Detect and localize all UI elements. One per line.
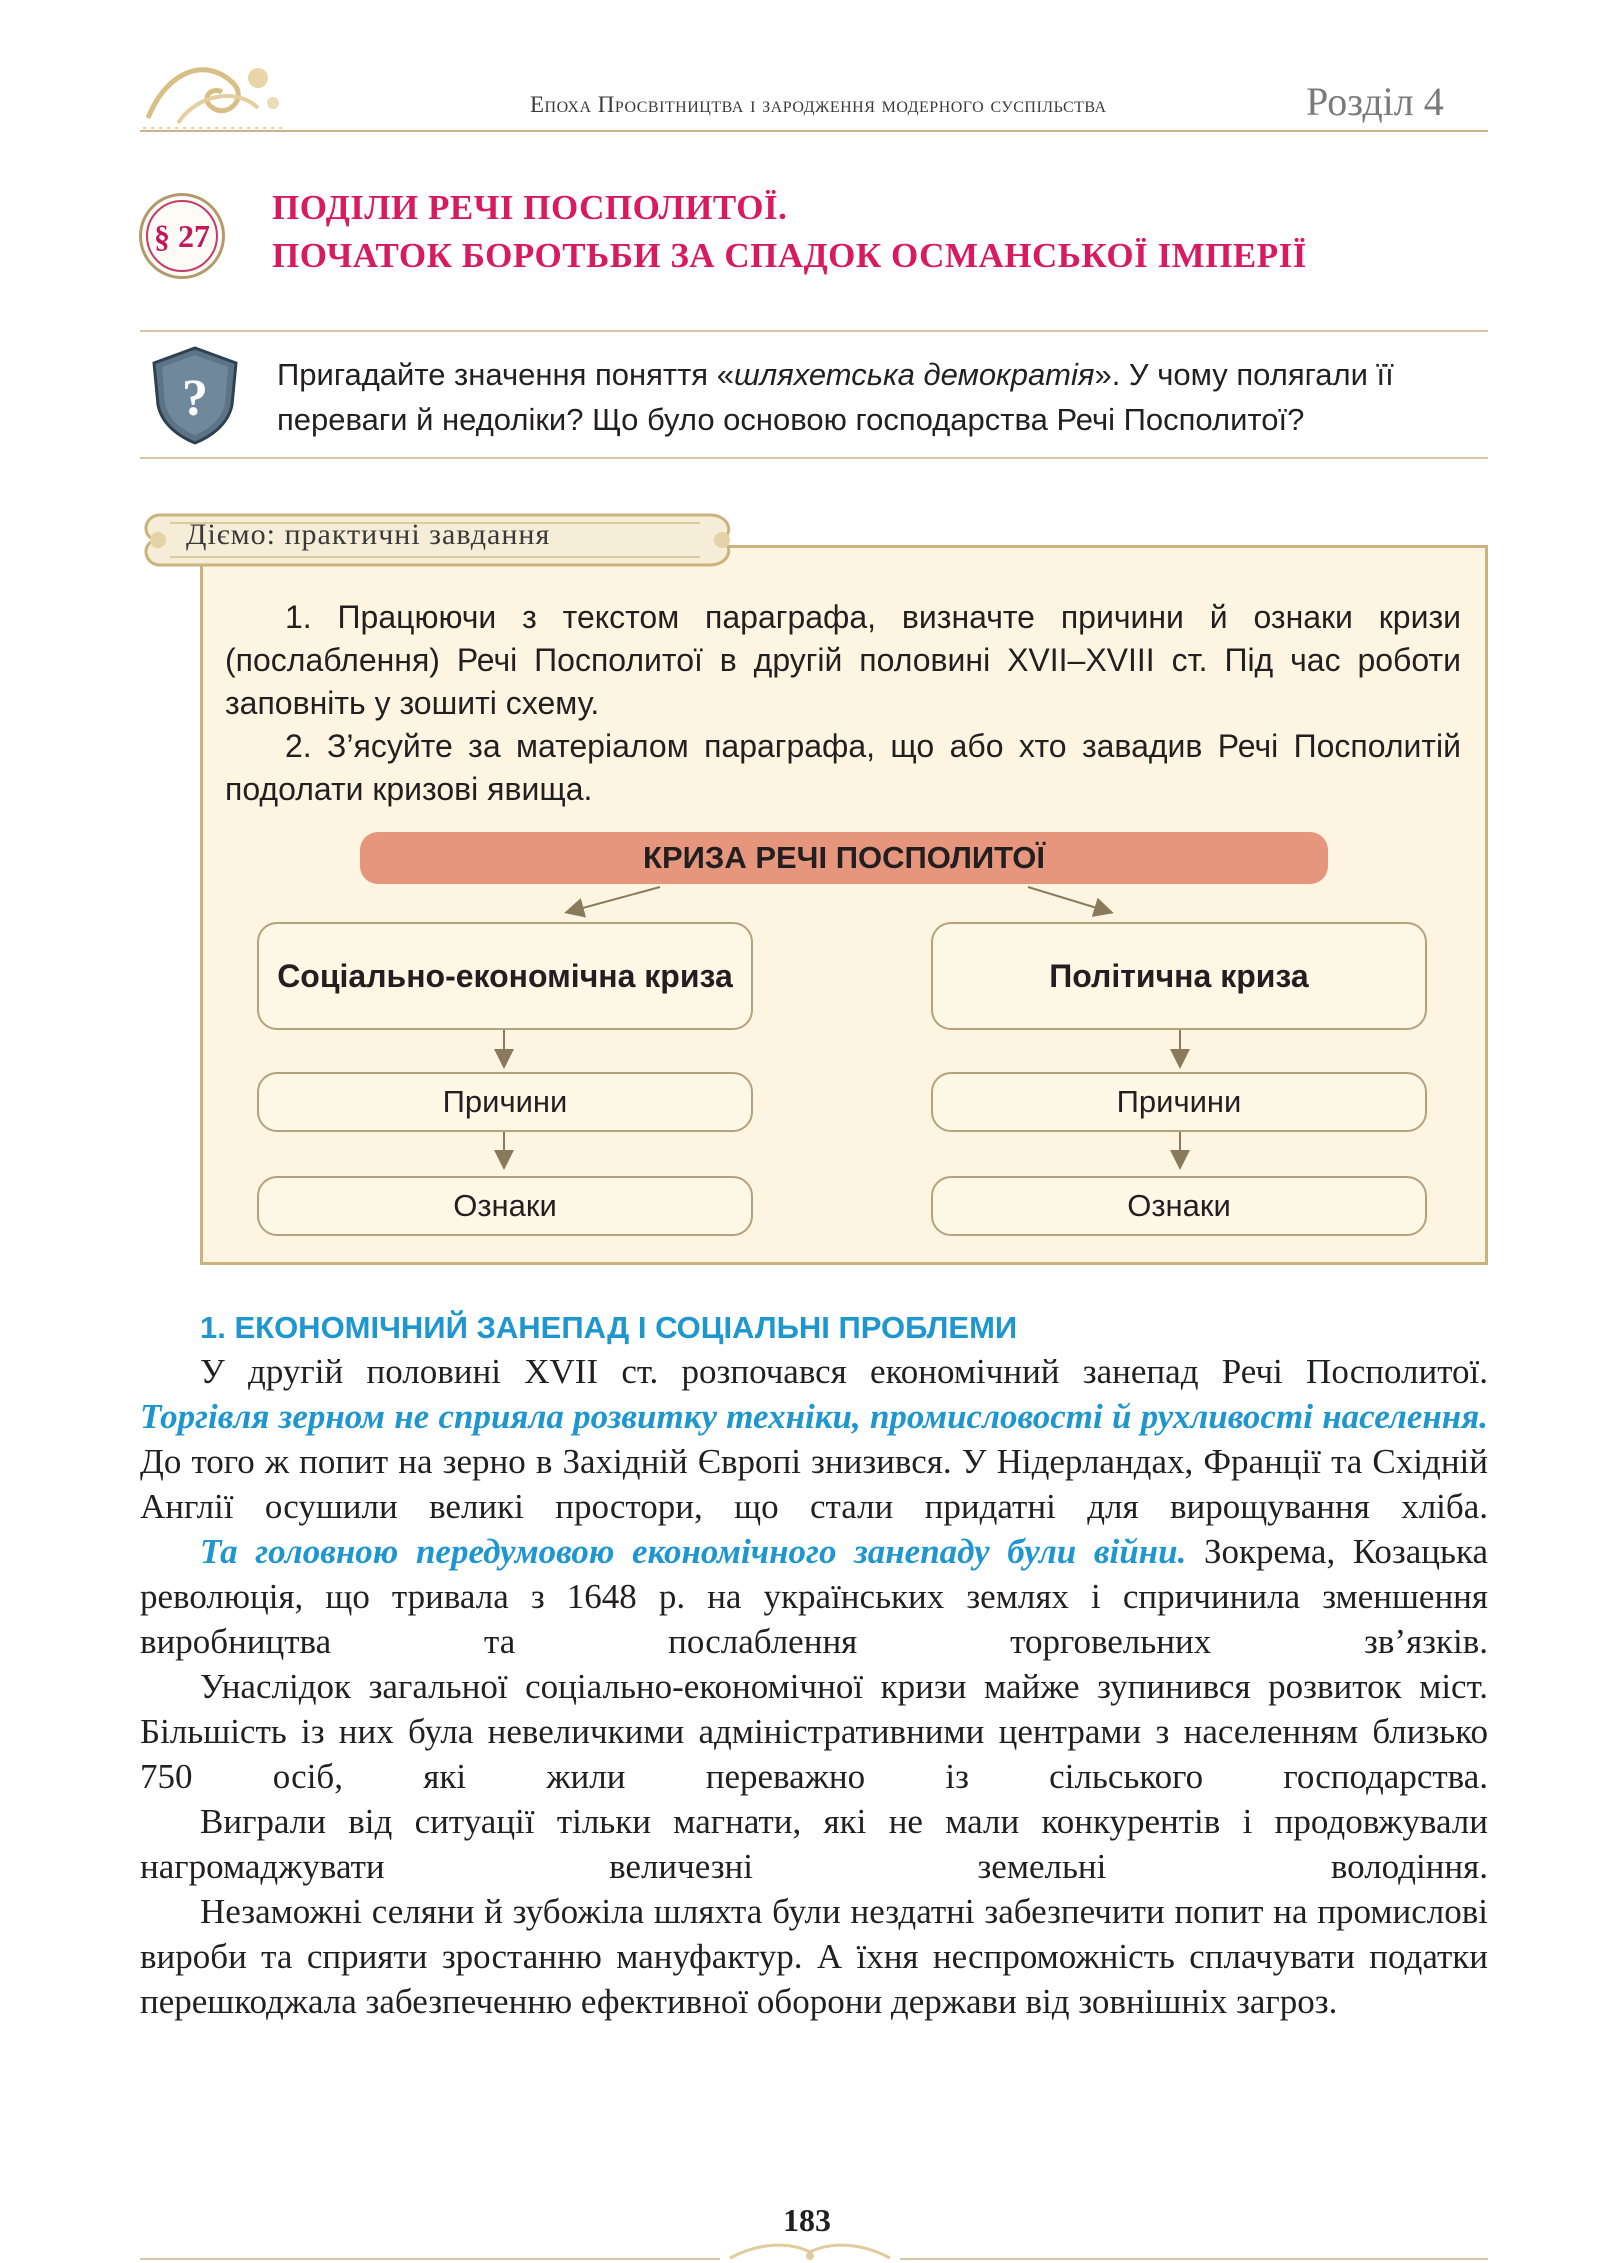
task-1: 1. Працюючи з текстом параграфа, визначте причини й ознаки кризи (послаблення) Речі Посполитої в другій половині XVII–XVIII ст. Під час роботи заповніть у зошиті схему. [225, 599, 1461, 721]
paragraph-5: Незаможні селяни й зубожіла шляхта були нездатні забезпечити попит на промислові вироби та сприяти зростанню мануфактур. А їхня неспроможність сплачувати податки перешкоджала забезпеченню ефективної оборони держави від зовнішніх загроз. [140, 1892, 1488, 2021]
task-2: 2. З’ясуйте за матеріалом параграфа, що або хто завадив Речі Посполитій подолати кризові явища. [225, 728, 1461, 807]
header-rule [140, 130, 1488, 132]
corner-ornament-icon [138, 48, 288, 138]
question-term: шляхетська демократія [733, 357, 1095, 392]
question-shield-icon [150, 345, 240, 445]
svg-text:?: ? [182, 370, 208, 427]
section-title-line-1: ПОДІЛИ РЕЧІ ПОСПОЛИТОЇ. [272, 188, 788, 227]
node-right-causes: Причини [931, 1072, 1427, 1132]
question-rule [140, 457, 1488, 459]
footer-rule-left [140, 2258, 720, 2260]
paragraph-2: Та головною передумовою економічного занепаду були війни. Зокрема, Козацька революція, що тривала з 1648 р. на українських землях і спричинила зменшення виробництва та послаблення торговельних зв’язків. [140, 1532, 1488, 1661]
node-left-signs: Ознаки [257, 1176, 753, 1236]
highlight-trade: Торгівля зерном не сприяла розвитку техніки, промисловості й рухливості населення. [140, 1397, 1488, 1436]
tasks-banner-label: Діємо: практичні завдання [186, 518, 551, 551]
section-badge [139, 193, 225, 279]
diagram-root: КРИЗА РЕЧІ ПОСПОЛИТОЇ [360, 832, 1328, 884]
footer-rule-right [900, 2258, 1488, 2260]
node-political-crisis: Політична криза [931, 922, 1427, 1030]
running-title: Епоха Просвітництва і зародження модерного суспільства [530, 92, 1107, 117]
section-number: § 27 [146, 200, 218, 272]
title-rule [140, 330, 1488, 332]
paragraph-1: У другій половині XVII ст. розпочався економічний занепад Речі Посполитої. Торгівля зерном не сприяла розвитку техніки, промисловості й рухливості населення. До того ж попит на зерно в Західній Європі знизився. У Нідерландах, Франції та Східній Англії осушили великі простори, що стали придатні для вирощування хліба. [140, 1352, 1488, 1526]
chapter-label: Розділ 4 [1306, 79, 1444, 124]
body-text [140, 1349, 1488, 2024]
node-left-causes: Причини [257, 1072, 753, 1132]
section-title-line-2: ПОЧАТОК БОРОТЬБИ ЗА СПАДОК ОСМАНСЬКОЇ ІМПЕРІЇ [272, 236, 1307, 275]
highlight-wars: Та головною передумовою економічного занепаду були війни. [200, 1532, 1187, 1571]
page-number: 183 [783, 2202, 831, 2238]
paragraph-3: Унаслідок загальної соціально-економічної кризи майже зупинився розвиток міст. Більшість із них була невеличкими адміністративними центрами з населенням близько 750 осіб, які жили переважно із сільського господарства. [140, 1667, 1488, 1796]
question-text: Пригадайте значення поняття «шляхетська демократія». У чому полягали її переваги й недоліки? Що було основою господарства Речі Посполитої? [277, 357, 1394, 437]
paragraph-4: Виграли від ситуації тільки магнати, які не мали конкурентів і продовжували нагромаджувати величезні земельні володіння. [140, 1802, 1488, 1886]
node-right-signs: Ознаки [931, 1176, 1427, 1236]
subsection-heading: 1. ЕКОНОМІЧНИЙ ЗАНЕПАД І СОЦІАЛЬНІ ПРОБЛЕМИ [200, 1310, 1018, 1345]
node-socio-economic-crisis: Соціально-економічна криза [257, 922, 753, 1030]
